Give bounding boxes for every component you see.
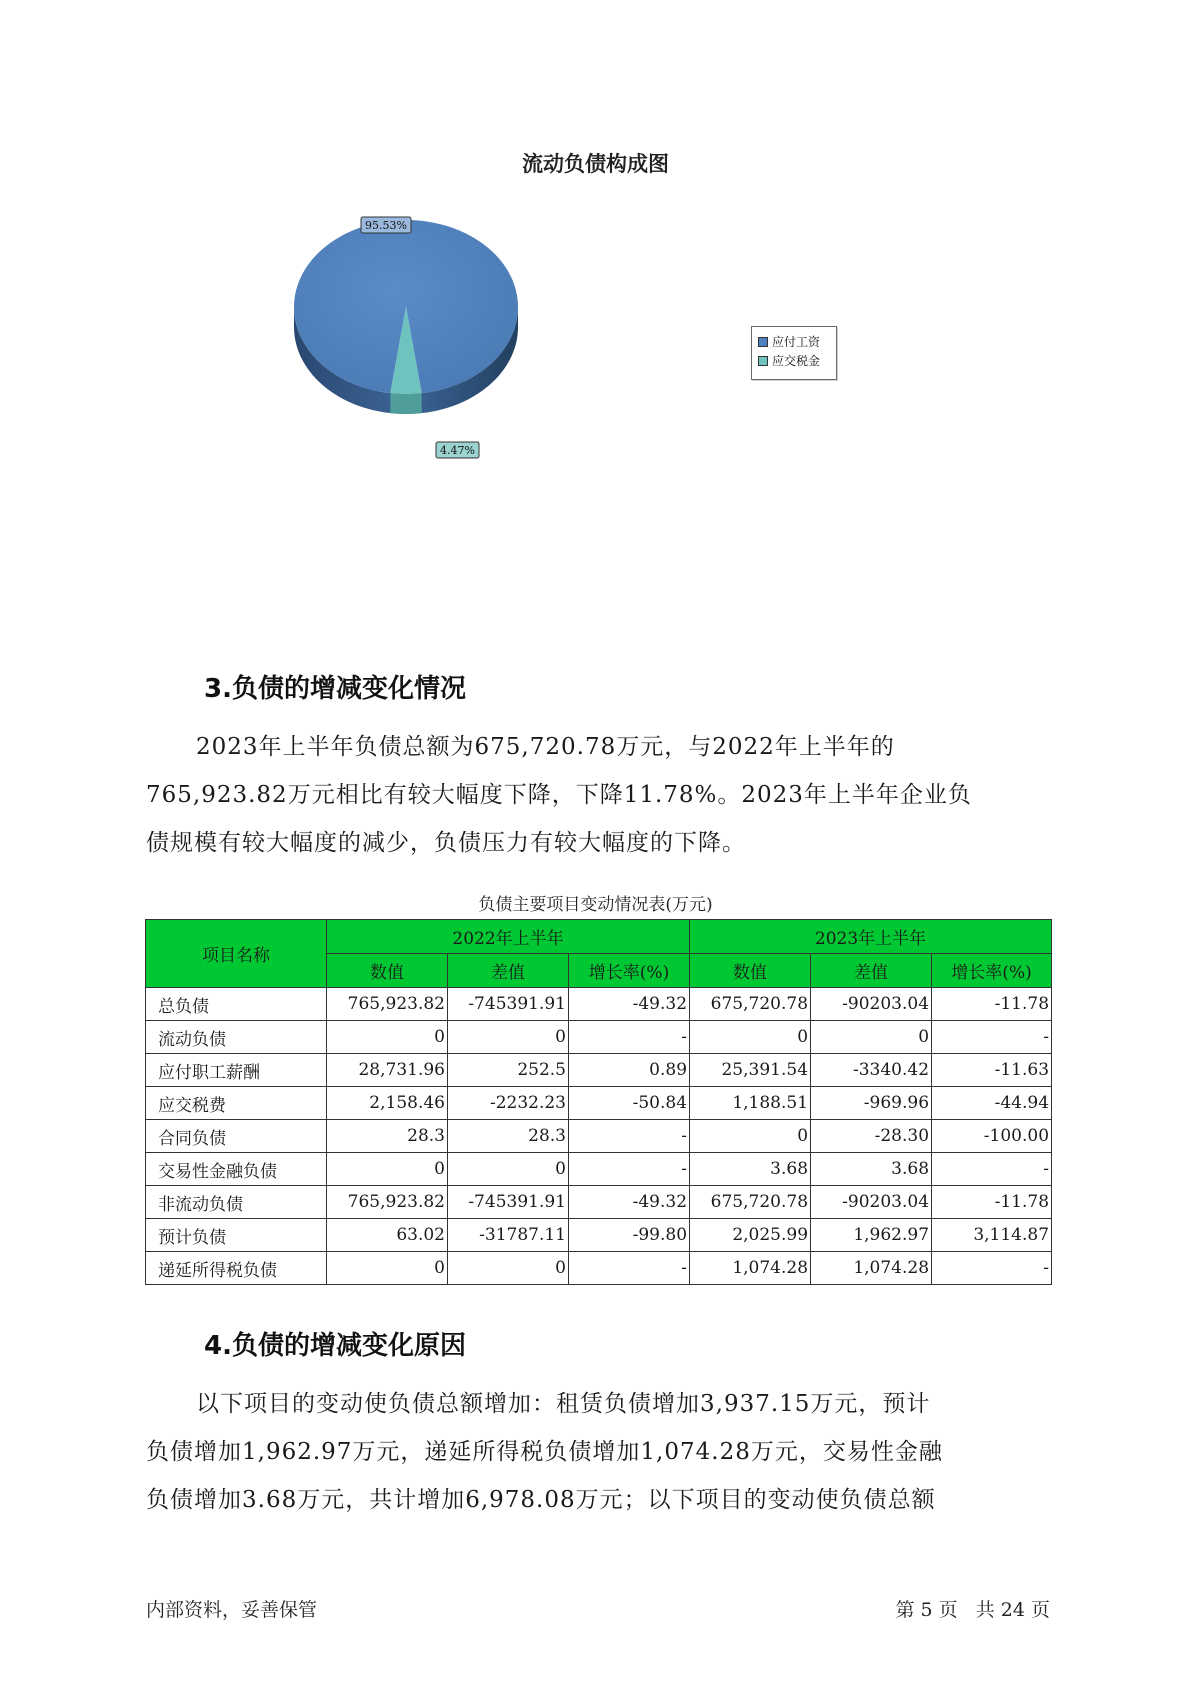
table-cell: 3.68 bbox=[811, 1153, 932, 1186]
section4-paragraph bbox=[146, 1380, 1050, 1524]
table-cell: 63.02 bbox=[327, 1219, 448, 1252]
table-cell: 765,923.82 bbox=[327, 1186, 448, 1219]
pie-label-0 bbox=[361, 217, 411, 233]
table-cell: - bbox=[569, 1153, 690, 1186]
table-cell: 28.3 bbox=[327, 1120, 448, 1153]
table-row bbox=[146, 1087, 1052, 1120]
table-cell: -2232.23 bbox=[448, 1087, 569, 1120]
table-row bbox=[146, 1120, 1052, 1153]
table-cell: 1,962.97 bbox=[811, 1219, 932, 1252]
chart-legend bbox=[751, 326, 837, 380]
table-cell: -969.96 bbox=[811, 1087, 932, 1120]
row-label: 合同负债 bbox=[146, 1120, 327, 1153]
table-cell: -11.63 bbox=[932, 1054, 1052, 1087]
table-cell: -31787.11 bbox=[448, 1219, 569, 1252]
table-cell: 0 bbox=[448, 1153, 569, 1186]
section4-line-1: 以下项目的变动使负债总额增加：租赁负债增加3,937.15万元，预计 bbox=[196, 1391, 931, 1417]
table-cell: -49.32 bbox=[569, 1186, 690, 1219]
table-cell: 28,731.96 bbox=[327, 1054, 448, 1087]
table-cell: 3.68 bbox=[690, 1153, 811, 1186]
section3-line-3: 债规模有较大幅度的减少，负债压力有较大幅度的下降。 bbox=[146, 830, 746, 856]
table-cell: 28.3 bbox=[448, 1120, 569, 1153]
table-cell: -44.94 bbox=[932, 1087, 1052, 1120]
table-cell: 2,158.46 bbox=[327, 1087, 448, 1120]
table-row bbox=[146, 1153, 1052, 1186]
section3-line-2: 765,923.82万元相比有较大幅度下降，下降11.78%。2023年上半年企业负 bbox=[146, 782, 972, 808]
section4-heading: 4.负债的增减变化原因 bbox=[204, 1331, 466, 1361]
table-cell: -99.80 bbox=[569, 1219, 690, 1252]
section4-line-3: 负债增加3.68万元，共计增加6,978.08万元；以下项目的变动使负债总额 bbox=[146, 1487, 936, 1513]
table-cell: -90203.04 bbox=[811, 988, 932, 1021]
legend-item-0 bbox=[758, 334, 820, 350]
table-cell: 0 bbox=[327, 1021, 448, 1054]
footer-left: 内部资料，妥善保管 bbox=[146, 1599, 318, 1621]
svg-text:95.53%: 95.53% bbox=[365, 219, 407, 232]
table-cell: 3,114.87 bbox=[932, 1219, 1052, 1252]
table-cell: 2,025.99 bbox=[690, 1219, 811, 1252]
table-row bbox=[146, 1186, 1052, 1219]
table-cell: -50.84 bbox=[569, 1087, 690, 1120]
table-cell: -3340.42 bbox=[811, 1054, 932, 1087]
legend-item-1 bbox=[758, 353, 820, 369]
row-label: 递延所得税负债 bbox=[146, 1252, 327, 1285]
row-label: 应付职工薪酬 bbox=[146, 1054, 327, 1087]
table-cell: 675,720.78 bbox=[690, 988, 811, 1021]
table-cell: 0 bbox=[690, 1021, 811, 1054]
pie-slice-side-1 bbox=[390, 393, 421, 414]
legend-swatch-1 bbox=[758, 356, 768, 366]
table-cell: 675,720.78 bbox=[690, 1186, 811, 1219]
table-cell: 0 bbox=[448, 1252, 569, 1285]
table-cell: - bbox=[932, 1021, 1052, 1054]
table-cell: - bbox=[569, 1021, 690, 1054]
subheader-value: 数值 bbox=[327, 954, 448, 988]
legend-label-0: 应付工资 bbox=[772, 335, 821, 349]
section3-line-1: 2023年上半年负债总额为675,720.78万元，与2022年上半年的 bbox=[196, 734, 895, 760]
table-cell: 0 bbox=[448, 1021, 569, 1054]
table-cell: -745391.91 bbox=[448, 1186, 569, 1219]
table-row bbox=[146, 1021, 1052, 1054]
table-cell: 0 bbox=[811, 1021, 932, 1054]
liability-change-table bbox=[145, 919, 1052, 1285]
table-cell: 25,391.54 bbox=[690, 1054, 811, 1087]
row-label: 总负债 bbox=[146, 988, 327, 1021]
pie-label-1 bbox=[436, 442, 479, 458]
header-2023: 2023年上半年 bbox=[690, 920, 1052, 954]
table-cell: 0 bbox=[327, 1153, 448, 1186]
table-cell: 765,923.82 bbox=[327, 988, 448, 1021]
table-cell: -49.32 bbox=[569, 988, 690, 1021]
section3-heading: 3.负债的增减变化情况 bbox=[204, 674, 466, 704]
row-label: 流动负债 bbox=[146, 1021, 327, 1054]
subheader-diff: 差值 bbox=[811, 954, 932, 988]
table-row bbox=[146, 1054, 1052, 1087]
table-cell: -11.78 bbox=[932, 1186, 1052, 1219]
section3-paragraph bbox=[146, 723, 1050, 867]
table-cell: -100.00 bbox=[932, 1120, 1052, 1153]
table-caption: 负债主要项目变动情况表(万元) bbox=[478, 895, 713, 915]
chart-title: 流动负债构成图 bbox=[522, 152, 669, 176]
table-row bbox=[146, 1219, 1052, 1252]
row-label: 应交税费 bbox=[146, 1087, 327, 1120]
table-cell: 1,074.28 bbox=[690, 1252, 811, 1285]
table-cell: - bbox=[569, 1120, 690, 1153]
header-2022: 2022年上半年 bbox=[327, 920, 690, 954]
svg-text:4.47%: 4.47% bbox=[440, 444, 475, 457]
subheader-diff: 差值 bbox=[448, 954, 569, 988]
header-item-name: 项目名称 bbox=[146, 920, 327, 988]
table-cell: 252.5 bbox=[448, 1054, 569, 1087]
pie-chart bbox=[290, 195, 580, 465]
footer-page-number: 第 5 页 共 24 页 bbox=[895, 1599, 1050, 1621]
table-cell: - bbox=[932, 1153, 1052, 1186]
section4-line-2: 负债增加1,962.97万元，递延所得税负债增加1,074.28万元，交易性金融 bbox=[146, 1439, 943, 1465]
row-label: 非流动负债 bbox=[146, 1186, 327, 1219]
row-label: 预计负债 bbox=[146, 1219, 327, 1252]
table-cell: - bbox=[932, 1252, 1052, 1285]
table-cell: - bbox=[569, 1252, 690, 1285]
legend-label-1: 应交税金 bbox=[772, 354, 821, 368]
table-cell: 0 bbox=[327, 1252, 448, 1285]
legend-swatch-0 bbox=[758, 337, 768, 347]
table-cell: 0 bbox=[690, 1120, 811, 1153]
row-label: 交易性金融负债 bbox=[146, 1153, 327, 1186]
table-cell: -90203.04 bbox=[811, 1186, 932, 1219]
table-cell: 0.89 bbox=[569, 1054, 690, 1087]
table-cell: -11.78 bbox=[932, 988, 1052, 1021]
subheader-value: 数值 bbox=[690, 954, 811, 988]
table-cell: -745391.91 bbox=[448, 988, 569, 1021]
table-cell: 1,074.28 bbox=[811, 1252, 932, 1285]
subheader-growth: 增长率(%) bbox=[569, 954, 690, 988]
subheader-growth: 增长率(%) bbox=[932, 954, 1052, 988]
pie-slices bbox=[294, 220, 518, 394]
table-cell: 1,188.51 bbox=[690, 1087, 811, 1120]
table-row bbox=[146, 988, 1052, 1021]
table-row bbox=[146, 1252, 1052, 1285]
table-cell: -28.30 bbox=[811, 1120, 932, 1153]
